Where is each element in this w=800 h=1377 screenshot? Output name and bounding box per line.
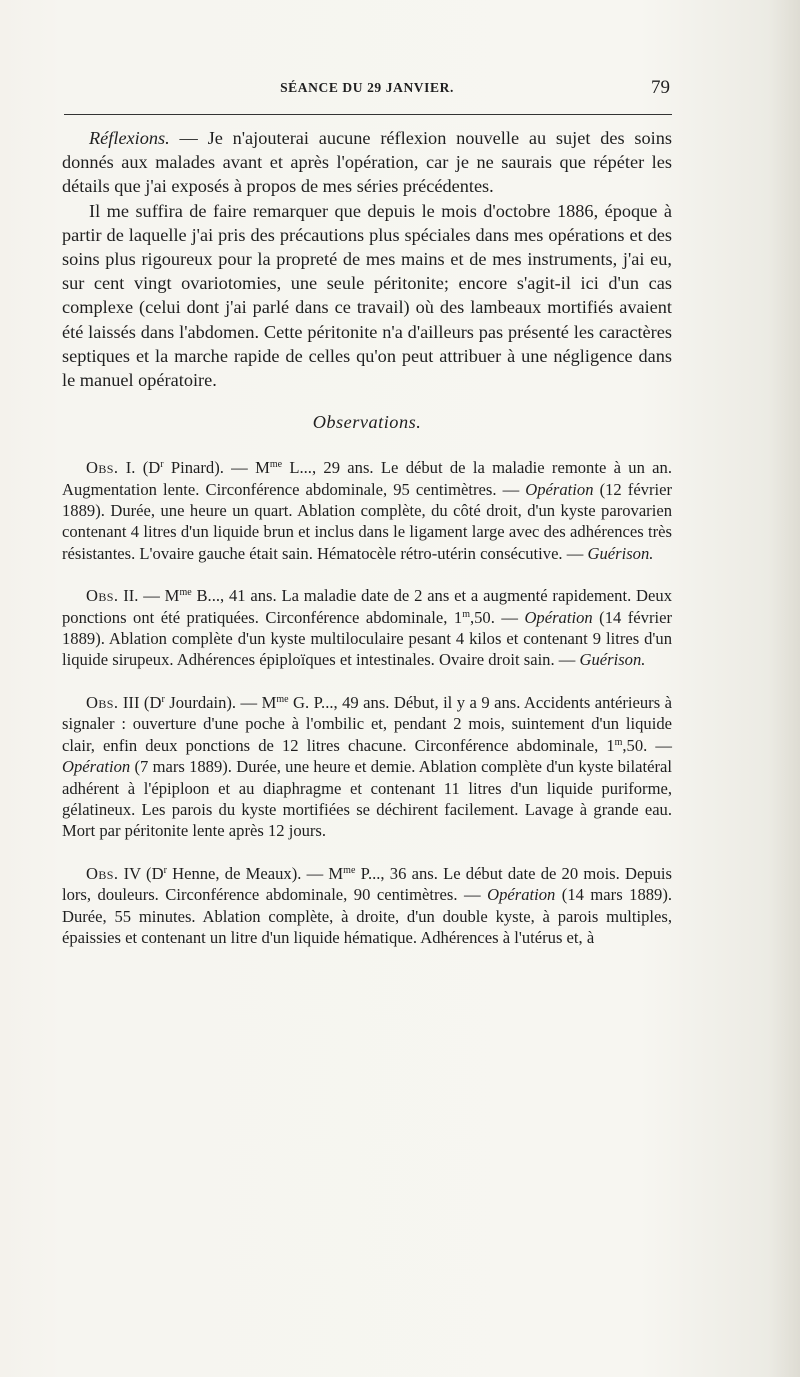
reflexions-text: — Je n'ajouterai aucune réflexion nouvelle au sujet des soins donnés aux malades avant et après l'opération, car je ne saurais que répéter les détails que j'ai exposés à propos de mes séries précédentes. [62,128,672,197]
reflexions-label: Réflexions. [89,128,170,148]
observations-list [62,457,672,948]
obs-label: Obs. [86,692,119,712]
observations-heading: Observations. [312,412,422,433]
obs-label: Obs. [86,863,119,883]
operation-label: Opération [62,757,131,777]
operation-label: Opération [524,607,593,627]
operation-label: Opération [487,885,556,905]
observation-2: Obs. II. — $M^{me}$ B..., 41 ans. La maladie date de 2 ans et a augmenté rapidement. Deux ponctions ont été pratiquées. Circonférence abdominale, 1$^m$,50. — Opération (14 février 1889). Ablation complète d'un kyste multiloculaire pesant 4 kilos et contenant 9 litres d'un liquide sirupeux. Adhérences épiploïques et intestinales. Ovaire droit sain. — Guérison. [62,586,672,670]
running-title: SÉANCE DU 29 JANVIER. [280,80,454,95]
body-text [62,126,672,969]
obs-label: Obs. [86,586,119,606]
outcome-label: Guérison. [587,543,654,563]
page-header [62,78,672,102]
paragraph-reflexions [62,126,672,199]
header-rule [64,114,672,115]
observation-1: Obs. I. ($D^r$ Pinard). — $M^{me}$ L..., 29 ans. Le début de la maladie remonte à un an. Augmentation lente. Circonférence abdominale, 95 centimètres. — Opération (12 février 1889). Durée, une heure un quart. Ablation complète, du côté droit, d'un kyste parovarien contenant 4 litres d'un liquide brun et inclus dans le ligament large avec des adhérences très résistantes. L'ovaire gauche était sain. Hématocèle rétro-utérin consécutive. — Guérison. [62,458,673,563]
obs-label: Obs. [86,458,119,478]
reflexions-section [62,126,672,392]
outcome-label: Guérison. [579,650,646,670]
observation-3: Obs. III ($D^r$ Jourdain). — $M^{me}$ G. P..., 49 ans. Début, il y a 9 ans. Accidents antérieurs à signaler : ouverture d'une poche à l'ombilic et, pendant 2 mois, suintement d'un liquide clair, enfin deux ponctions de 12 litres chacune. Circonférence abdominale, 1$^m$,50. — Opération (7 mars 1889). Durée, une heure et demie. Ablation complète d'un kyste bilatéral adhérent à l'épiploon et au diaphragme et contenant 11 litres d'un liquide puriforme, gélatineux. Les parois du kyste mortifiées se déchirent facilement. Lavage à grande eau. Mort par péritonite lente après 12 jours. [62,692,672,841]
operation-label: Opération [525,479,594,499]
page-number: 79 [651,77,670,98]
paragraph-peritonite: Il me suffira de faire remarquer que depuis le mois d'octobre 1886, époque à partir de laquelle j'ai pris des précautions plus spéciales dans mes opérations et des soins plus rigoureux pour la propreté de mes mains et de mes instruments, j'ai eu, sur cent vingt ovariotomies, une seule péritonite; encore s'agit-il ici d'un cas complexe (celui dont j'ai parlé dans ce travail) où des lambeaux mortifiés avaient été laissés dans l'abdomen. Cette péritonite n'a d'ailleurs pas présenté les caractères septiques et la marche rapide de celles qu'on peut attribuer à une négligence dans le manuel opératoire. [62,200,672,391]
observation-4: Obs. IV ($D^r$ Henne, de Meaux). — $M^{me}$ P..., 36 ans. Le début date de 20 mois. Depuis lors, douleurs. Circonférence abdominale, 90 centimètres. — Opération (14 mars 1889). Durée, 55 minutes. Ablation complète, à droite, d'un double kyste, à parois multiples, épaissies et contenant un litre d'un liquide hématique. Adhérences à l'utérus et, à [62,863,673,947]
